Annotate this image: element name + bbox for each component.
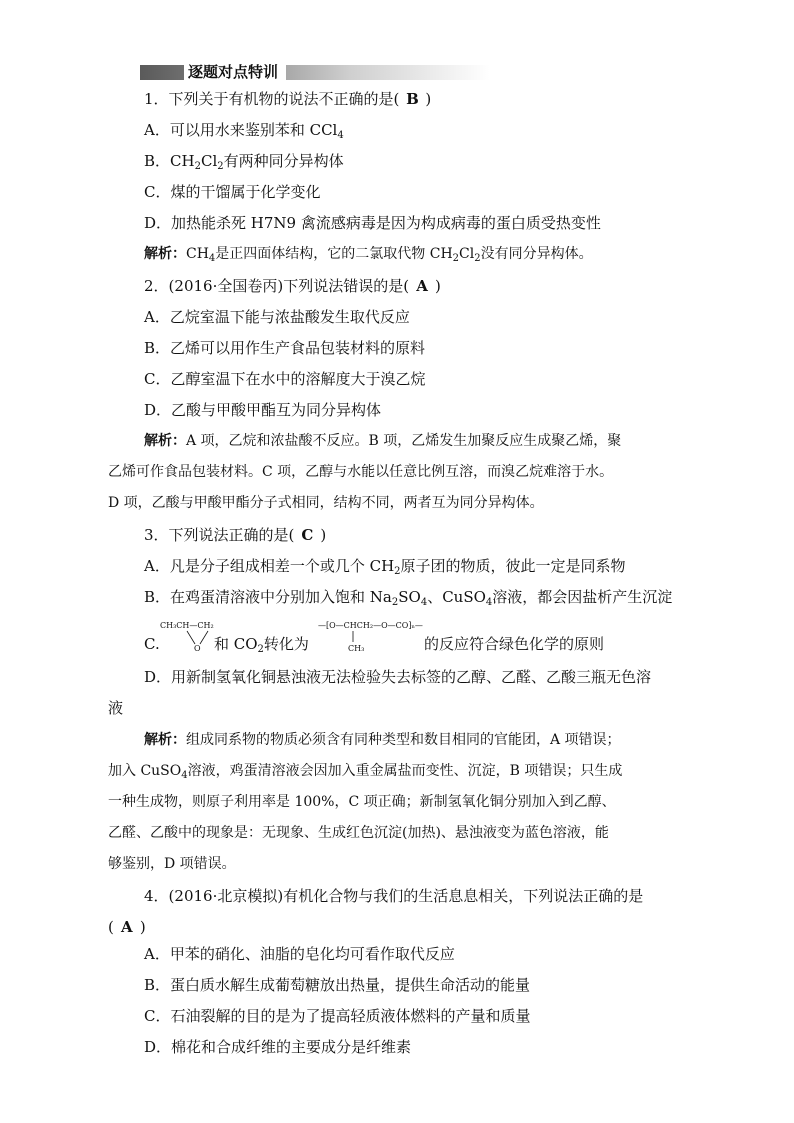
question-3-option-c-tail: 的反应符合绿色化学的原则 (424, 635, 605, 653)
question-4-option-a: A．甲苯的硝化、油脂的皂化均可看作取代反应 (144, 945, 455, 963)
question-2-option-a: A．乙烷室温下能与浓盐酸发生取代反应 (144, 308, 410, 326)
question-1-answer: B (406, 90, 419, 108)
question-4-option-d: D．棉花和合成纤维的主要成分是纤维素 (144, 1038, 412, 1056)
question-3-option-c-label: C. (144, 635, 160, 653)
question-1-option-d: D．加热能杀死 H7N9 禽流感病毒是因为构成病毒的蛋白质受热变性 (144, 214, 601, 232)
question-2-analysis-line-2: 乙烯可作食品包装材料。C 项，乙醇与水能以任意比例互溶，而溴乙烷难溶于水。 (108, 464, 614, 480)
section-banner (140, 62, 490, 82)
question-2-answer: A (416, 277, 428, 295)
question-1-option-a: A．可以用水来鉴别苯和 CCl$_4$ (144, 121, 344, 141)
question-3-analysis-line-5: 够鉴别，D 项错误。 (108, 856, 236, 872)
question-4-option-b: B．蛋白质水解生成葡萄糖放出热量，提供生命活动的能量 (144, 976, 531, 994)
polycarbonate-formula: —[O—CHCH₂—O—CO]ₙ— (318, 621, 423, 630)
question-2-option-c: C．乙醇室温下在水中的溶解度大于溴乙烷 (144, 370, 426, 388)
polycarbonate-methyl: CH₃ (348, 644, 365, 653)
question-3-analysis-line-1: 解析：组成同系物的物质必须含有同种类型和数目相同的官能团，A 项错误； (144, 732, 621, 748)
question-1-option-c: C．煤的干馏属于化学变化 (144, 183, 321, 201)
polycarbonate-structure (318, 617, 423, 653)
propylene-oxide-formula: CH₃CH—CH₂ (160, 621, 214, 630)
question-3-analysis-line-2: 加入 CuSO$_4$溶液，鸡蛋清溶液会因加入重金属盐而变性、沉淀，B 项错误；只生成 (108, 763, 623, 781)
question-3-option-d-line-1: D．用新制氢氧化铜悬浊液无法检验失去标签的乙醇、乙醛、乙酸三瓶无色溶 (144, 668, 652, 686)
question-2-analysis-line-1: 解析：A 项，乙烷和浓盐酸不反应。B 项，乙烯发生加聚反应生成聚乙烯，聚 (144, 433, 622, 449)
question-1-analysis: 解析：$CH_4$是正四面体结构，它的二氯取代物 $CH_2Cl_2$没有同分异构体。 (144, 246, 593, 264)
question-4-answer: A (121, 918, 133, 936)
question-3-answer: C (301, 526, 314, 544)
banner-title: 逐题对点特训 (184, 62, 286, 82)
question-3-option-d-line-2: 液 (108, 699, 124, 717)
question-2-option-d: D．乙酸与甲酸甲酯互为同分异构体 (144, 401, 382, 419)
question-4-option-c: C．石油裂解的目的是为了提高轻质液体燃料的产量和质量 (144, 1007, 531, 1025)
question-2-analysis-line-3: D 项，乙酸与甲酸甲酯分子式相同，结构不同，两者互为同分异构体。 (108, 495, 544, 511)
question-3-option-b: B．在鸡蛋清溶液中分别加入饱和 $Na_2SO_4$、CuSO$_4$溶液，都会因盐析产生沉淀 (144, 588, 673, 608)
propylene-oxide-structure (160, 617, 220, 653)
question-4-answer-line: ( A ) (108, 918, 146, 936)
question-3-option-a: A．凡是分子组成相差一个或几个 $CH_2$原子团的物质，彼此一定是同系物 (144, 557, 626, 577)
question-3-analysis-line-4: 乙醛、乙酸中的现象是：无现象、生成红色沉淀(加热)、悬浊液变为蓝色溶液，能 (108, 825, 609, 841)
question-3-option-c-middle: 和 $CO_2$转化为 (214, 635, 309, 655)
question-3-analysis-line-3: 一种生成物，则原子利用率是 100%，C 项正确；新制氢氧化铜分别加入到乙醇、 (108, 794, 616, 810)
propylene-oxide-oxygen: O (194, 644, 201, 653)
question-2-stem: 2．(2016·全国卷丙)下列说法错误的是( A ) (144, 277, 441, 295)
question-4-stem: 4．(2016·北京模拟)有机化合物与我们的生活息息相关，下列说法正确的是 (144, 887, 644, 905)
question-3-stem: 3．下列说法正确的是( C ) (144, 526, 327, 544)
question-2-option-b: B．乙烯可以用作生产食品包装材料的原料 (144, 339, 426, 357)
question-1-stem: 1．下列关于有机物的说法不正确的是( B ) (144, 90, 432, 108)
question-1-option-b: B．$CH_2Cl_2$有两种同分异构体 (144, 152, 344, 172)
